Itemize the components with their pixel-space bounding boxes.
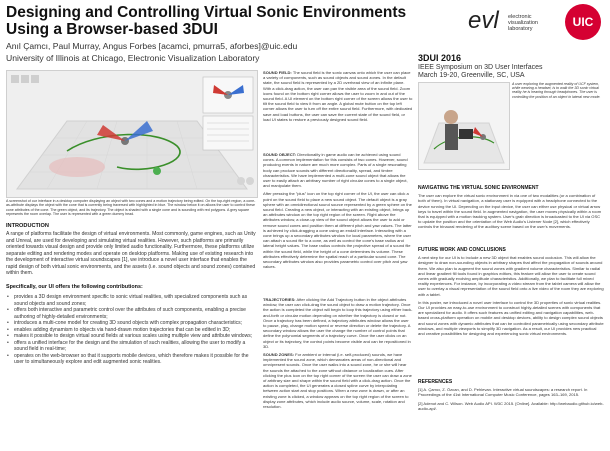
conference-line-2: March 19-20, Greenville, SC, USA — [418, 72, 525, 79]
attributes-window — [203, 116, 253, 150]
contributions-heading: Specifically, our UI offers the following contributions: — [6, 284, 143, 290]
contribution-item: • introduces a multi-cone model for creating 3D sound objects with complex propagation characteristics; — [6, 320, 257, 327]
trajectories-section — [263, 297, 413, 352]
sound-field-section — [263, 70, 413, 125]
evl-logo — [468, 6, 548, 34]
reference-item: [2] Adenot and C. Wilson. Web Audio API. W3C 2015. [Online]. Available: http://webaudio.github.io/web-audio-api/. — [418, 400, 604, 411]
contributions-list — [6, 294, 257, 366]
reference-item: [1] A. Çamcı, Z. Özcan, and D. Pehlevan. Interactive virtual soundscapes: a research report. In Proceedings of the 41st International Computer Music Conference, pages 163–169, 2015. — [418, 387, 588, 398]
navigating-section — [418, 186, 604, 233]
zoom-out-icon — [246, 177, 254, 185]
contribution-item: • provides a 3D design environment specific to sonic virtual realities, with specialized components such as sound objects and sound zones; — [6, 294, 257, 307]
evl-logo-mark: evl — [468, 7, 499, 34]
conference-line-1: IEEE Symposium on 3D User Interfaces — [418, 64, 543, 71]
trajectories-text: After clicking the Add Trajectory button in the object attributes window, the user can click-drag the sound object to draw a motion trajectory. Once the action is completed the object will begin to loop this trajectory using either back-and-forth or circular motion depending on whether the trajectory is closed or not. Once a trajectory has been defined, a trajectory attributes window allows the user to pause, play, change motion speed or reverse direction or delete the trajectory. A secondary window allows the user the change the number of control points that define the polynomial segments of a trajectory curve. Once the user clicks on an object or its trajectory, the control points become visible and can be repositioned in 3D. — [263, 297, 413, 349]
navigating-heading: NAVIGATING THE VIRTUAL SONIC ENVIRONMENT — [418, 185, 539, 191]
trajectories-heading: TRAJECTORIES: — [263, 297, 296, 302]
contribution-item: • enables adding dynamism to objects via hand-drawn motion trajectories that can be edited in 3D; — [6, 327, 257, 334]
interface-screenshot — [6, 70, 258, 198]
zoom-in-icon — [237, 177, 245, 185]
sound-zone — [49, 157, 105, 177]
evl-logo-text-3: laboratory — [508, 26, 533, 32]
load-icon — [31, 75, 39, 83]
vr-user-photo — [418, 82, 510, 170]
contribution-item: • makes it possible to design virtual sound fields at various scales using multiple view and attribute windows; — [6, 333, 257, 340]
mute-icon — [11, 75, 19, 83]
contribution-item: • offers a unified interface for the design and the simulation of such realities, allowing the user to modify a sound field in real-time; — [6, 340, 257, 353]
intro-heading: INTRODUCTION — [6, 223, 49, 229]
affiliation: University of Illinois at Chicago, Electronic Visualization Laboratory — [6, 53, 260, 63]
conference-name: 3DUI 2016 — [418, 53, 462, 63]
uic-logo: UIC — [565, 4, 601, 40]
sound-field-text: The sound field is the sonic canvas onto which the user can place a variety of components, such as sound objects and sound zones. In the default state, the sound field is represented by a 2D overhead view of an infinite plane. With a click-drag action, the user can pan the visible area of the sound field. Zoom icons found on the bottom right corner allows the user to zoom in and out of the sound field. A UI element on the bottom right corner of the screen allows the user to tilt the sound field to view it from an angle. A global mute button on the top left corner allows the user to turn off the entire sound field. Furthermore, with dedicated save and load buttons, the user can save the current state of the sound field, or load UI states to restore a previously designed sound field. — [263, 70, 413, 122]
future-text-1: A next step for our UI is to include a new 3D object that enables sound occlusion. This will allow the designer to draw non-sounding objects in arbitrary shapes that affect the propagation of sounds around them. We also plan to augment the sound zones with gradient volume characteristics. Similar to radial and linear gradient fill tools found in graphics editors, this feature will allow the user to create sound zones with gradually evolving amplitude characteristics. Additionally, we plan to facilitate full mixed reality experiences. For instance, by incorporating a video stream from the tablet camera will allow the user to overlay a visual representation of the sound field onto a live video of the room they are exploring with a tablet. — [418, 255, 604, 297]
listener-head — [153, 167, 161, 175]
sound-object-section — [263, 152, 413, 272]
intro-text: A range of platforms facilitate the design of virtual environments. Most commonly, game engines, such as Unity and Unreal, are used for developing and simulating virtual realities. However, such platforms are primarily oriented towards visual design and provide only limited audio functionality. Furthermore, these platforms utilize separate editing and rendering modes and operate on desktop platforms. Making use of existing research into the development of interactive virtual soundscapes [1], we introduce a novel user interface that enables the rapid design of both virtual sonic environments, and the assets (i.e. sound objects and sound zones) contained within them. — [6, 231, 256, 276]
save-icon — [21, 75, 29, 83]
future-text-2: In this poster, we introduced a novel user interface to control the 3D properties of sonic virtual realities. Our UI provides an easy-to-use environment to construct highly-detailed scenes with components that are specialized for audio. It offers such features as unified editing and navigation capabilities, web-based cross-platform operation on mobile and desktop devices, ability to design complex sound objects and sound zones with dynamic attributes that can be controlled parametrically using secondary attribute windows, and multiple viewports to simplify 3D navigation. As a result, our UI provides new practical and creative possibilities for designing and experiencing sonic virtual environments. — [418, 299, 604, 337]
evl-logo-text-2: visualization — [508, 20, 538, 26]
tablet-icon — [459, 129, 473, 139]
references-heading: REFERENCES — [418, 379, 453, 385]
navigating-text: The user can explore the virtual sonic environment in via one of two modalities (or a combination of both of them). In virtual navigation, a stationary user is equipped with a headphone connected to the device running the UI. Depending on the input device, the user can either use physical or virtual arrow keys to travel within the sound field. In augmented navigation, the user moves physically within a room that is equipped with a motion tracking system. User's grab direction is broadcasted to the UI via OSC to update the position and the orientation of the Web Audio's Listener Node [2], which effectively controls the binaural rendering of the auditory scene based on the user's movements. — [418, 193, 602, 230]
user-body — [445, 124, 458, 150]
future-heading: FUTURE WORK AND CONCLUSIONS — [418, 247, 506, 253]
figure-caption: A screenshot of our interface in a desktop computer displaying an object with two cones and a motion trajectory being edited. On the top-right region, a cone-as-attribute displays the object with the cone that is currently being traversed with highlighted in blue. The window below it on allows the user to control these cone attributes of the cone. The green object, and its trajectory. The object is shaded with a single cone and is sounding with red polygons. A grey square represents the room overlap. The user is represented with a green dummy head. — [6, 199, 256, 217]
user-head — [444, 110, 458, 124]
poster-title: Designing and Controlling Virtual Sonic Environments Using a Browser-based 3DUI — [6, 4, 407, 38]
contribution-item: • operates on the web-browser so that it supports mobile devices, which therefore makes it possible for the user to simultaneously explore and edit augmented sonic realities. — [6, 353, 257, 366]
sound-zones-heading: SOUND ZONES: — [263, 352, 295, 357]
references-section — [418, 380, 604, 414]
contribution-item: • offers both interactive and parametric control over the attributes of such components, enabling a precise authoring of highly-detailed environments; — [6, 307, 257, 320]
sound-object-heading: SOUND OBJECT: — [263, 152, 297, 157]
evl-logo-text-1: electronic — [508, 14, 532, 20]
sound-field-heading: SOUND FIELD: — [263, 70, 292, 75]
sound-object-text-1: Directionality in game audio can be achieved using sound cones. A common implementation for this consists of two cones. However, sound producing events in nature are much more complex. Parts of a single resonating body can produce sounds with different directionality, spread, and timbre characteristics. We have implemented a multi-cone sound object that allows the user to easily attach an arbitrary number of right circular cones to a single object, and manipulate them. — [263, 152, 408, 189]
sound-zones-section — [263, 352, 413, 412]
future-section — [418, 248, 604, 339]
sound-zones-text: For ambient or internal (i.e. self-produced) sounds, we have implemented the sound zone, which demarcates areas of non-directional and omnipresent sounds. Once the user walks into a sound zone, he or she will hear the sounds the attached to the zone without distance or localization cues. After clicking the plus icon on the top right corner of the screen the user can draw a zone of arbitrary size and shape within the sound field with a click-drag action. Once the action is completed, the UI generates a closed spline curve by interpolating between action start and stop positions. When a new zone is drawn, or after an existing zone is clicked, a window appears on the top right region of the screen to display zone attributes, which include audio source, volume, scale, rotation and resolution. — [263, 352, 412, 410]
vr-caption: A user exploring the augmented reality of UCF system, while wearing a headset, is to walk the 3D sonic virtual reality he is hearing through headphones. The user is controlling the position of an object in lateral new mode. — [512, 82, 601, 99]
authors: Anıl Çamcı, Paul Murray, Angus Forbes [acamci, pmurra5, aforbes]@uic.edu — [6, 41, 298, 51]
sound-object-text-2: After pressing the "plus" icon on the top right corner of the UI, the user can click a point on the sound field to place a new sound object. The default object is a gray sphere with an omnidirectional sound source represented by a green sphere on the sound field. Creating a new object, or interacting with an existing object, brings up an attributes window on the top right region of the screen. Right above the attributes window, a close-up view of the sound object allows the user to add or remove sound cones and position them at different pitch and yaw values. The latter is achieved by click-dragging a cone using an endall interface. Interacting with a cone brings up a secondary attributes window for local parameters, where the user can attach a sound file to a cone, as well as control the cone's base radius and lateral height values. The base radius controls the projective spread of a sound file within the sound field, while the height of a cone determines its volume. These attributes effectively determine the spatial reach of a particular sound cone. The secondary attributes window also provides parametric control over pitch and yaw values. — [263, 191, 412, 270]
